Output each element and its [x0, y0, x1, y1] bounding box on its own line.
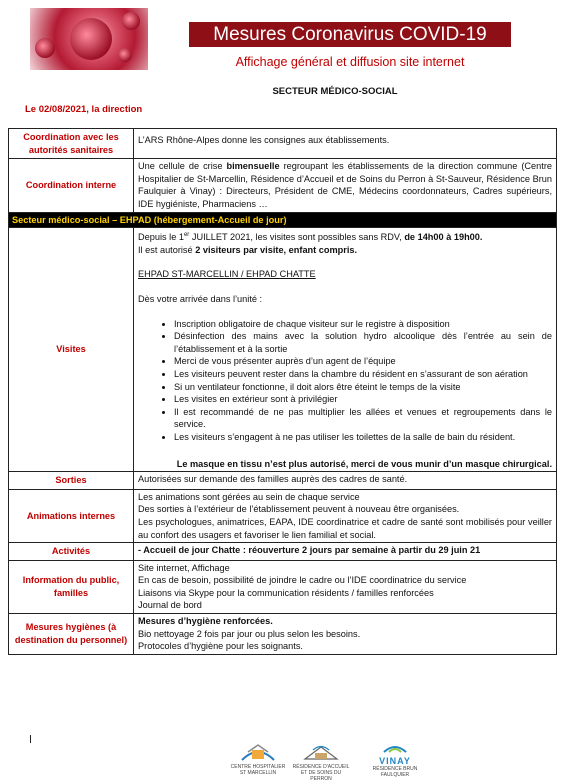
row-content: Autorisées sur demande des familles auprès des cadres de santé.: [134, 472, 557, 490]
row-label: Coordination interne: [9, 159, 134, 212]
row-label: Visites: [9, 228, 134, 472]
table-row: [9, 129, 557, 159]
vinay-logo: VINAY RÉSIDENCE BRUN FAULQUIER: [360, 742, 430, 776]
row-text: Journal de bord: [138, 600, 202, 611]
visit-hours: Depuis le 1er JUILLET 2021, les visites sont possibles sans RDV, de 14h00 à 19h00.: [138, 232, 483, 243]
row-text: Une cellule de crise: [138, 161, 227, 172]
table-row: [9, 489, 557, 542]
row-text: Des sorties à l’extérieur de l’établissement peuvent à nouveau être organisées.: [138, 504, 460, 515]
row-label: Coordination avec les autorités sanitaires: [9, 129, 134, 159]
page-subtitle: Affichage général et diffusion site internet: [235, 55, 465, 69]
row-text: L’ARS Rhône-Alpes donne les consignes aux établissements.: [138, 135, 390, 145]
row-content: [134, 159, 557, 212]
ehpad-names: EHPAD ST-MARCELLIN / EHPAD CHATTE: [138, 269, 316, 280]
row-label: Information du public, familles: [9, 560, 134, 613]
row-text-bold: bimensuelle: [226, 161, 280, 172]
row-text: Protocoles d’hygiène pour les soignants.: [138, 641, 303, 652]
row-content: [134, 489, 557, 542]
table-row: [9, 560, 557, 613]
arrival-intro: Dès votre arrivée dans l’unité :: [138, 294, 263, 304]
list-item: • Désinfection des mains avec la solution hydro alcoolique dès l’entrée au sein de l’établissement et à la sortie: [174, 330, 552, 355]
page-title: Mesures Coronavirus COVID-19: [189, 22, 511, 47]
list-item: • Il est recommandé de ne pas multiplier les allées et venues et regroupements dans le service.: [174, 406, 552, 431]
table-row: [9, 212, 557, 228]
table-row: [9, 228, 557, 472]
visitor-count: Il est autorisé 2 visiteurs par visite, enfant compris.: [138, 244, 358, 255]
ch-st-marcellin-logo: CENTRE HOSPITALIER ST MARCELLIN: [230, 742, 286, 776]
row-label: Mesures hygiènes (à destination du personnel): [9, 614, 134, 655]
row-content: [134, 560, 557, 613]
row-text: Bio nettoyage 2 fois par jour ou plus selon les besoins.: [138, 628, 361, 639]
row-content: [134, 228, 557, 472]
list-item: • Les visiteurs s’engagent à ne pas utiliser les toilettes de la salle de bain du résident.: [174, 431, 552, 444]
measures-table: [8, 128, 557, 655]
row-content: - Accueil de jour Chatte : réouverture 2 jours par semaine à partir du 29 juin 21: [134, 543, 557, 561]
row-text-bold: Mesures d’hygiène renforcées.: [138, 616, 273, 627]
list-item: • Merci de vous présenter auprès d’un agent de l’équipe: [174, 355, 552, 368]
vinay-logo-icon: [380, 742, 410, 754]
row-label: Animations internes: [9, 489, 134, 542]
list-item: • Si un ventilateur fonctionne, il doit alors être éteint le temps de la visite: [174, 381, 552, 394]
row-label: Activités: [9, 543, 134, 561]
table-row: [9, 472, 557, 490]
row-label: Sorties: [9, 472, 134, 490]
coronavirus-image: [30, 8, 148, 70]
visit-rules-list: [138, 318, 552, 444]
list-item: • Les visiteurs peuvent rester dans la chambre du résident en s’assurant de son aération: [174, 368, 552, 381]
page-margin-mark: [30, 735, 31, 743]
perron-logo: RÉSIDENCE D'ACCUEIL ET DE SOINS DU PERRON: [290, 742, 352, 776]
dateline: Le 02/08/2021, la direction: [25, 104, 143, 115]
table-row: [9, 543, 557, 561]
row-content: [134, 129, 557, 159]
row-text: Liaisons via Skype pour la communication résidents / familles renforcées: [138, 587, 434, 598]
row-text: regroupant les établissements de la direction commune (Centre Hospitalier de St-Marcellin, Résidence d’Accueil et de Soins du Perron à St-Sauveur, Résidence Brun Faulquier à Vinay) : Directeurs, Président de CME, Médecins coordonnateurs, Cadres supérieurs, IDE hygiéniste, Pharmaciens …: [138, 161, 552, 209]
section-header: Secteur médico-social – EHPAD (hébergement-Accueil de jour): [9, 212, 557, 228]
list-item: • Inscription obligatoire de chaque visiteur sur le registre à disposition: [174, 318, 552, 331]
partner-logos: [230, 742, 550, 782]
ch-logo-icon: [238, 742, 278, 762]
perron-logo-icon: [299, 742, 343, 762]
row-content: [134, 614, 557, 655]
table-row: [9, 159, 557, 212]
row-text: Les psychologues, animatrices, EAPA, IDE coordinatrice et cadre de santé sont mobilisés pour veiller au confort des usagers et favoriser le lien familial et social.: [138, 516, 552, 540]
row-text: Les animations sont gérées au sein de chaque service: [138, 491, 360, 502]
table-row: [9, 614, 557, 655]
row-text: En cas de besoin, possibilité de joindre le cadre ou l’IDE coordinatrice du service: [138, 575, 467, 586]
row-text: Site internet, Affichage: [138, 562, 230, 573]
mask-notice: Le masque en tissu n’est plus autorisé, merci de vous munir d’un masque chirurgical.: [176, 458, 552, 469]
sector-heading: SECTEUR MÉDICO-SOCIAL: [272, 86, 398, 97]
list-item: • Les visites en extérieur sont à privilégier: [174, 393, 552, 406]
